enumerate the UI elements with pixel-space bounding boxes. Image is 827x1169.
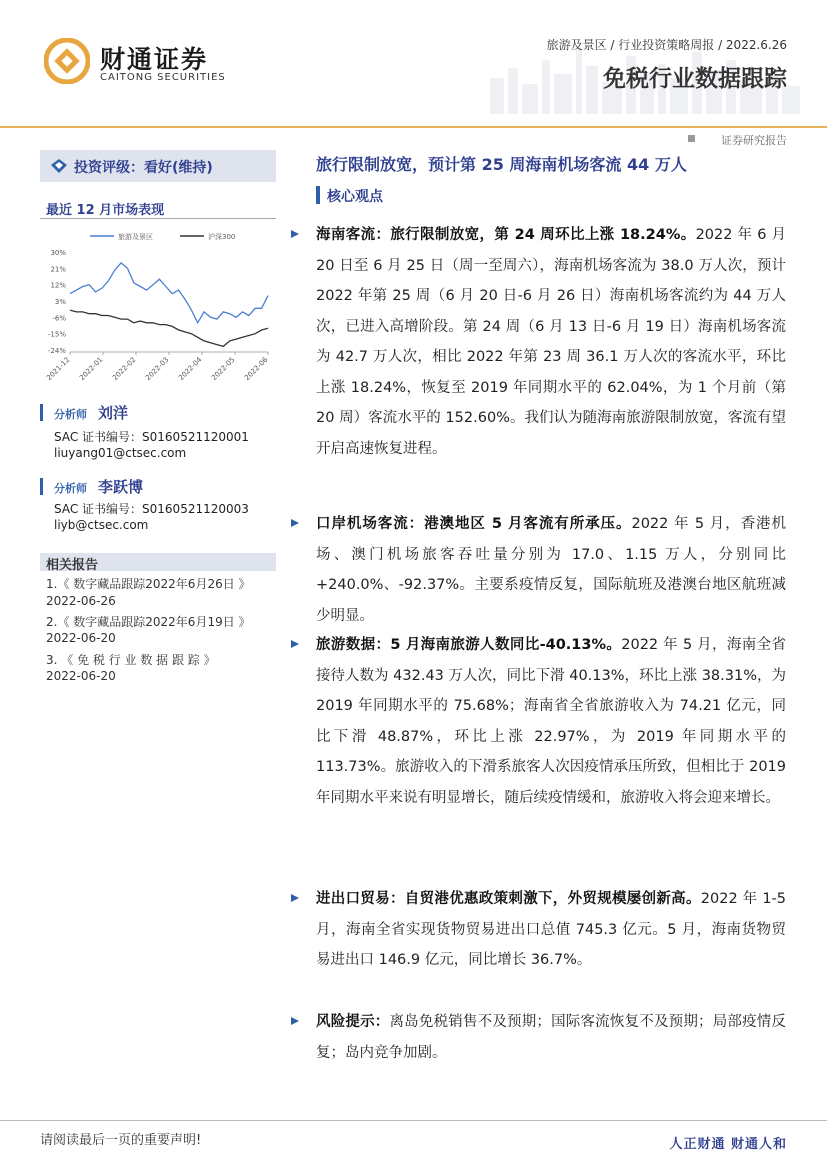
analyst-sac: SAC 证书编号：S0160521120001 <box>54 430 249 444</box>
analyst-label: 分析师 <box>54 408 87 421</box>
section-marker <box>316 186 320 204</box>
related-report-link[interactable]: 1.《 数字藏品跟踪2022年6月26日 》 <box>46 577 251 591</box>
bullet-icon <box>290 1016 300 1026</box>
report-type-marker <box>688 135 695 142</box>
footer-divider <box>0 1120 827 1121</box>
report-meta: 旅游及景区 / 行业投资策略周报 / 2022.6.26 <box>546 38 787 52</box>
bullet-icon <box>290 518 300 528</box>
related-report-link[interactable]: 2.《 数字藏品跟踪2022年6月19日 》 <box>46 615 251 629</box>
related-reports-title: 相关报告 <box>46 558 99 573</box>
disclaimer-notice: 请阅读最后一页的重要声明! <box>40 1133 202 1148</box>
bullet-icon <box>290 229 300 239</box>
investment-rating: 投资评级：看好(维持) <box>74 160 213 176</box>
key-point-paragraph <box>316 509 786 631</box>
key-point-heading: 旅游数据：5 月海南旅游人数同比-40.13%。 <box>316 637 622 653</box>
key-point-body: 2022 年 5 月，香港机场、澳门机场旅客吞吐量分别为 17.0、1.15 万人，分别同比+240.0%、-92.37%。主要系疫情反复，国际航班及港澳台地区航班减少明显。 <box>316 516 786 624</box>
y-tick-label: -15% <box>47 330 66 339</box>
y-tick-label: 30% <box>50 249 66 257</box>
key-point-paragraph <box>316 884 786 976</box>
related-report-date: 2022-06-20 <box>46 631 116 645</box>
analyst-marker <box>40 478 43 495</box>
key-point-heading: 海南客流：旅行限制放宽，第 24 周环比上涨 18.24%。 <box>316 227 696 243</box>
y-tick-label: 21% <box>50 265 66 274</box>
y-tick-label: -24% <box>47 347 66 355</box>
header-divider <box>0 126 827 128</box>
related-report-link[interactable]: 3. 《 免 税 行 业 数 据 跟 踪 》 <box>46 653 216 667</box>
key-point-heading: 进出口贸易：自贸港优惠政策刺激下，外贸规模屡创新高。 <box>316 891 701 907</box>
diamond-icon <box>50 157 68 175</box>
key-point-heading: 口岸机场客流：港澳地区 5 月客流有所承压。 <box>316 516 632 532</box>
market-performance-divider <box>40 218 276 219</box>
x-tick-label: 2021-12 <box>45 355 72 383</box>
key-point-body: 2022 年 1-5 月，海南全省实现货物贸易进出口总值 745.3 亿元。5 月，海南货物贸易进出口 146.9 亿元，同比增长 36.7%。 <box>316 891 786 968</box>
x-tick-label: 2022-05 <box>210 355 237 383</box>
key-point-body: 2022 年 5 月，海南全省接待人数为 432.43 万人次，同比下滑 40.13%，环比上涨 38.31%，为 2019 年同期水平的 75.68%；海南省全省旅游收入为 74.21 亿元，同比下滑 48.87%，环比上涨 22.97%，为 2019 年同期水平的 113.73%。旅游收入的下滑系旅客人次因疫情承压所致，但相比于 2019 年同期水平来说有明显增长，随后续疫情缓和，旅游收入将会迎来增长。 <box>316 637 786 806</box>
related-report-date: 2022-06-20 <box>46 669 116 683</box>
analyst-name: 李跃博 <box>98 478 144 496</box>
series-line <box>70 263 268 323</box>
analyst-name: 刘洋 <box>98 404 129 422</box>
report-series-title: 免税行业数据跟踪 <box>603 66 787 92</box>
x-tick-label: 2022-01 <box>78 355 105 383</box>
analyst-label: 分析师 <box>54 482 87 495</box>
core-views-title: 核心观点 <box>327 189 383 205</box>
key-point-body: 离岛免税销售不及预期；国际客流恢复不及预期；局部疫情反复；岛内竞争加剧。 <box>316 1014 786 1061</box>
report-type: 证券研究报告 <box>721 134 787 147</box>
key-point-paragraph <box>316 220 786 464</box>
bullet-icon <box>290 639 300 649</box>
brand-name-cn: 财通证券 <box>100 45 209 74</box>
market-performance-title: 最近 12 月市场表现 <box>46 203 165 218</box>
y-tick-label: -6% <box>52 314 66 323</box>
key-point-paragraph <box>316 1007 786 1068</box>
analyst-email[interactable]: liyb@ctsec.com <box>54 518 149 532</box>
key-point-body: 2022 年 6 月 20 日至 6 月 25 日（周一至周六），海南机场客流为 38.0 万人次，预计 2022 年第 25 周（6 月 20 日-6 月 26 日）海南机场客流约为 44 万人次，已进入高增阶段。第 24 周（6 月 13 日-6 月 19 日）海南机场客流为 42.7 万人次，相比 2022 年第 23 周 36.1 万人次的客流水平，环比上涨 18.24%，恢复至 2019 年同期水平的 62.04%，为 1 个月前（第 20 周）客流水平的 152.60%。我们认为随海南旅游限制放宽，客流有望开启高速恢复进程。 <box>316 227 786 457</box>
brand-name-en: CAITONG SECURITIES <box>100 72 226 83</box>
x-tick-label: 2022-03 <box>144 355 171 383</box>
bullet-icon <box>290 893 300 903</box>
analyst-email[interactable]: liuyang01@ctsec.com <box>54 446 187 460</box>
market-performance-chart <box>40 226 276 396</box>
report-headline: 旅行限制放宽，预计第 25 周海南机场客流 44 万人 <box>316 155 687 174</box>
x-tick-label: 2022-04 <box>177 355 204 383</box>
analyst-sac: SAC 证书编号：S0160521120003 <box>54 502 249 516</box>
company-slogan: 人正财通 财通人和 <box>669 1137 787 1152</box>
x-tick-label: 2022-06 <box>243 355 270 383</box>
x-tick-label: 2022-02 <box>111 355 138 383</box>
y-tick-label: 12% <box>50 281 66 290</box>
legend-label: 旅游及景区 <box>118 233 153 241</box>
y-tick-label: 3% <box>54 298 66 306</box>
key-point-heading: 风险提示： <box>316 1014 390 1030</box>
caitong-logo-icon <box>44 38 90 84</box>
legend-label: 沪深300 <box>208 233 236 241</box>
key-point-paragraph <box>316 630 786 813</box>
related-report-date: 2022-06-26 <box>46 594 116 608</box>
analyst-marker <box>40 404 43 421</box>
